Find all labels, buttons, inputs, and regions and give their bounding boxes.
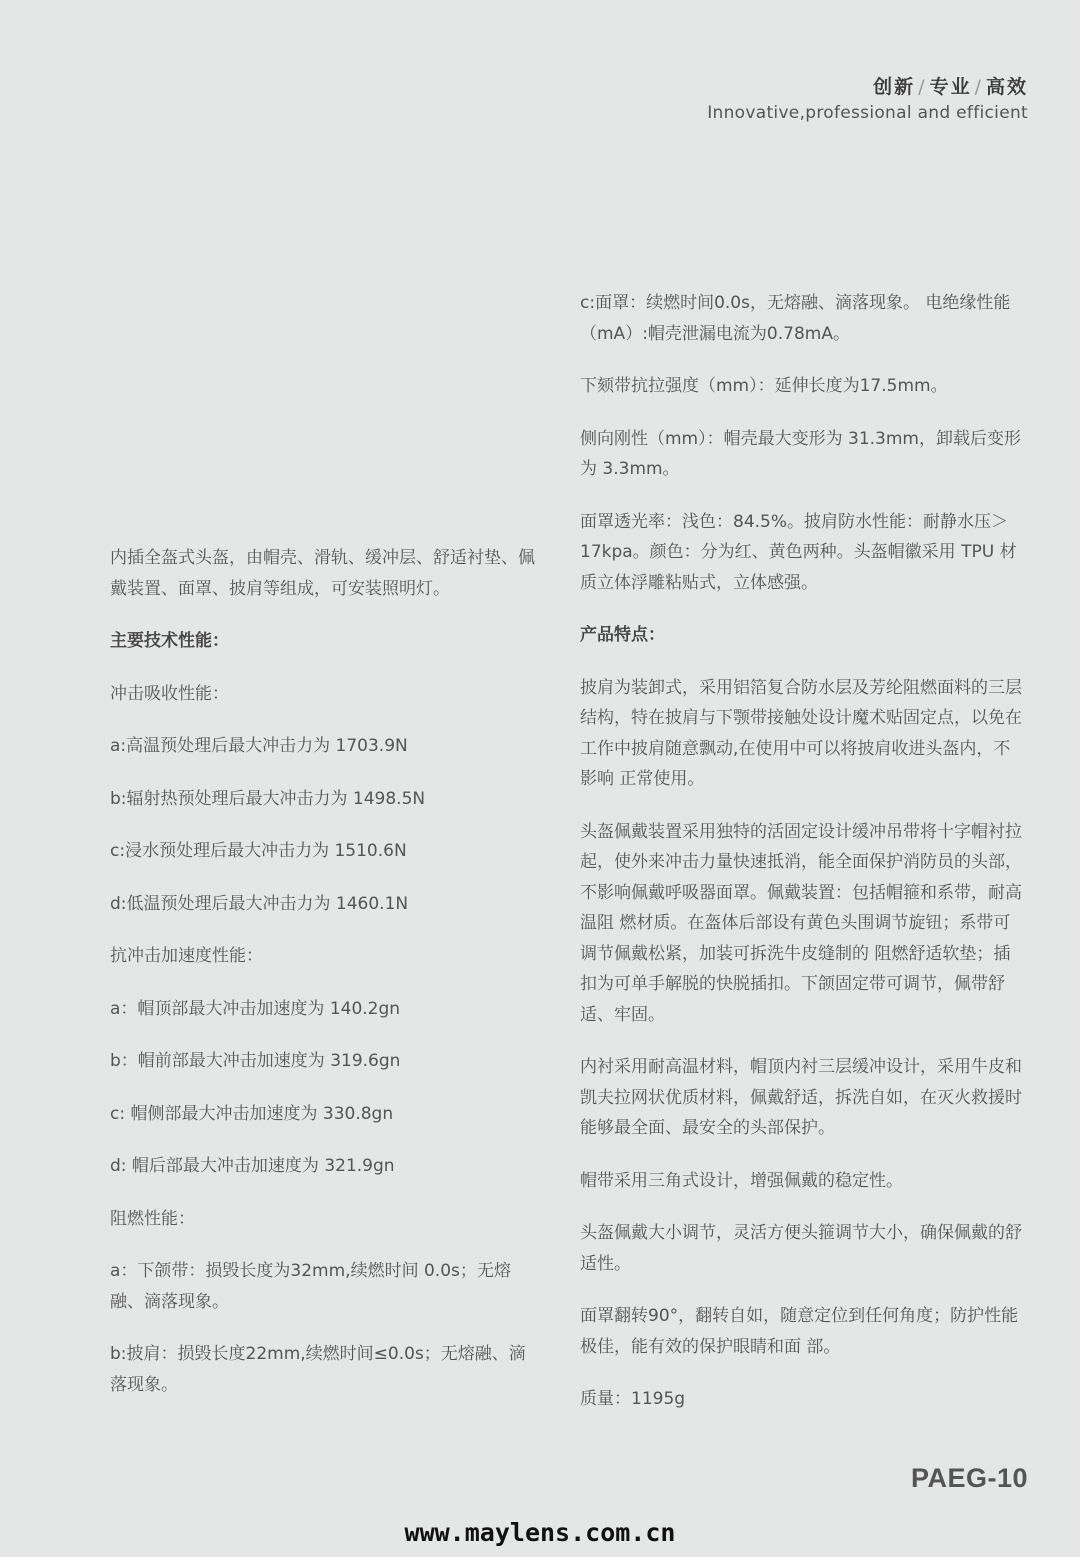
slogan-separator: / [918, 76, 927, 98]
paragraph: d: 帽后部最大冲击加速度为 321.9gn [110, 1156, 395, 1176]
header-slogan-cn [707, 74, 1028, 100]
paragraph: a：下颌带：损毁长度为32mm,续燃时间 0.0s；无熔融、滴落现象。 [110, 1261, 511, 1312]
header-slogan-en: Innovative,professional and efficient [707, 103, 1028, 123]
paragraph: 内衬采用耐高温材料，帽顶内衬三层缓冲设计，采用牛皮和凯夫拉网状优质材料，佩戴舒适，拆洗自如，在灭火救援时能够最全面、最安全的头部保护。 [580, 1057, 1022, 1138]
paragraph: d:低温预处理后最大冲击力为 1460.1N [110, 893, 409, 914]
slogan-professional: 专业 [929, 76, 972, 98]
slogan-separator: / [974, 76, 983, 98]
paragraph: a：帽顶部最大冲击加速度为 140.2gn [110, 998, 401, 1019]
paragraph: 面罩翻转90°，翻转自如，随意定位到任何角度；防护性能极佳，能有效的保护眼睛和面 部。 [580, 1306, 1019, 1357]
paragraph: 下颏带抗拉强度（mm）：延伸长度为17.5mm。 [580, 376, 948, 396]
paragraph: 帽带采用三角式设计，增强佩戴的稳定性。 [580, 1170, 903, 1191]
paragraph: 侧向刚性（mm）：帽壳最大变形为 31.3mm，卸载后变形为 3.3mm。 [580, 428, 1021, 479]
paragraph: 面罩透光率：浅色：84.5%。披肩防水性能：耐静水压＞17kpa。颜色：分为红、黄色两种。头盔帽徽采用 TPU 材质立体浮雕粘贴式，立体感强。 [580, 511, 1017, 593]
paragraph: b:辐射热预处理后最大冲击力为 1498.5N [110, 788, 426, 809]
paragraph: 冲击吸收性能： [110, 683, 229, 704]
page-header [707, 74, 1028, 126]
section-heading: 产品特点： [580, 625, 665, 645]
paragraph: 阻燃性能： [110, 1208, 195, 1229]
right-column [580, 288, 1022, 1437]
paragraph: 头盔佩戴大小调节，灵活方便头箍调节大小，确保佩戴的舒适性。 [580, 1223, 1022, 1274]
section-heading: 主要技术性能： [110, 631, 229, 651]
left-column [110, 543, 535, 1422]
paragraph: b:披肩：损毁长度22mm,续燃时间≤0.0s；无熔融、滴落现象。 [110, 1344, 526, 1395]
page-number: PAEG-10 [910, 1463, 1028, 1493]
paragraph: c:面罩：续燃时间0.0s，无熔融、滴落现象。 电绝缘性能（mA）:帽壳泄漏电流为0.78mA。 [580, 293, 1011, 344]
paragraph: 质量：1195g [580, 1389, 686, 1409]
website-url: www.maylens.com.cn [404, 1518, 676, 1547]
paragraph: b：帽前部最大冲击加速度为 319.6gn [110, 1051, 401, 1071]
paragraph: 抗冲击加速度性能： [110, 946, 263, 966]
paragraph: c: 帽侧部最大冲击加速度为 330.8gn [110, 1103, 394, 1124]
paragraph: 披肩为装卸式，采用铝箔复合防水层及芳纶阻燃面料的三层结构，特在披肩与下颚带接触处设计魔术贴固定点，以免在工作中披肩随意飘动,在使用中可以将披肩收进头盔内，不影响 正常使用。 [580, 677, 1022, 789]
paragraph: 头盔佩戴装置采用独特的活固定设计缓冲吊带将十字帽衬拉起，使外来冲击力量快速抵消，能全面保护消防员的头部，不影响佩戴呼吸器面罩。佩戴装置：包括帽箍和系带，耐高温阻 燃材质。在盔体后部设有黄色头围调节旋钮；系带可调节佩戴松紧，加装可拆洗牛皮缝制的 阻燃舒适软垫；插扣为可单手解脱的快脱插扣。下颌固定带可调节，佩带舒适、牢固。 [580, 821, 1022, 1025]
paragraph: a:高温预处理后最大冲击力为 1703.9N [110, 736, 408, 756]
paragraph: 内插全盔式头盔，由帽壳、滑轨、缓冲层、舒适衬垫、佩戴装置、面罩、披肩等组成，可安装照明灯。 [110, 548, 535, 599]
paragraph: c:浸水预处理后最大冲击力为 1510.6N [110, 841, 407, 861]
slogan-efficient: 高效 [985, 76, 1028, 98]
slogan-innovative: 创新 [873, 76, 916, 98]
